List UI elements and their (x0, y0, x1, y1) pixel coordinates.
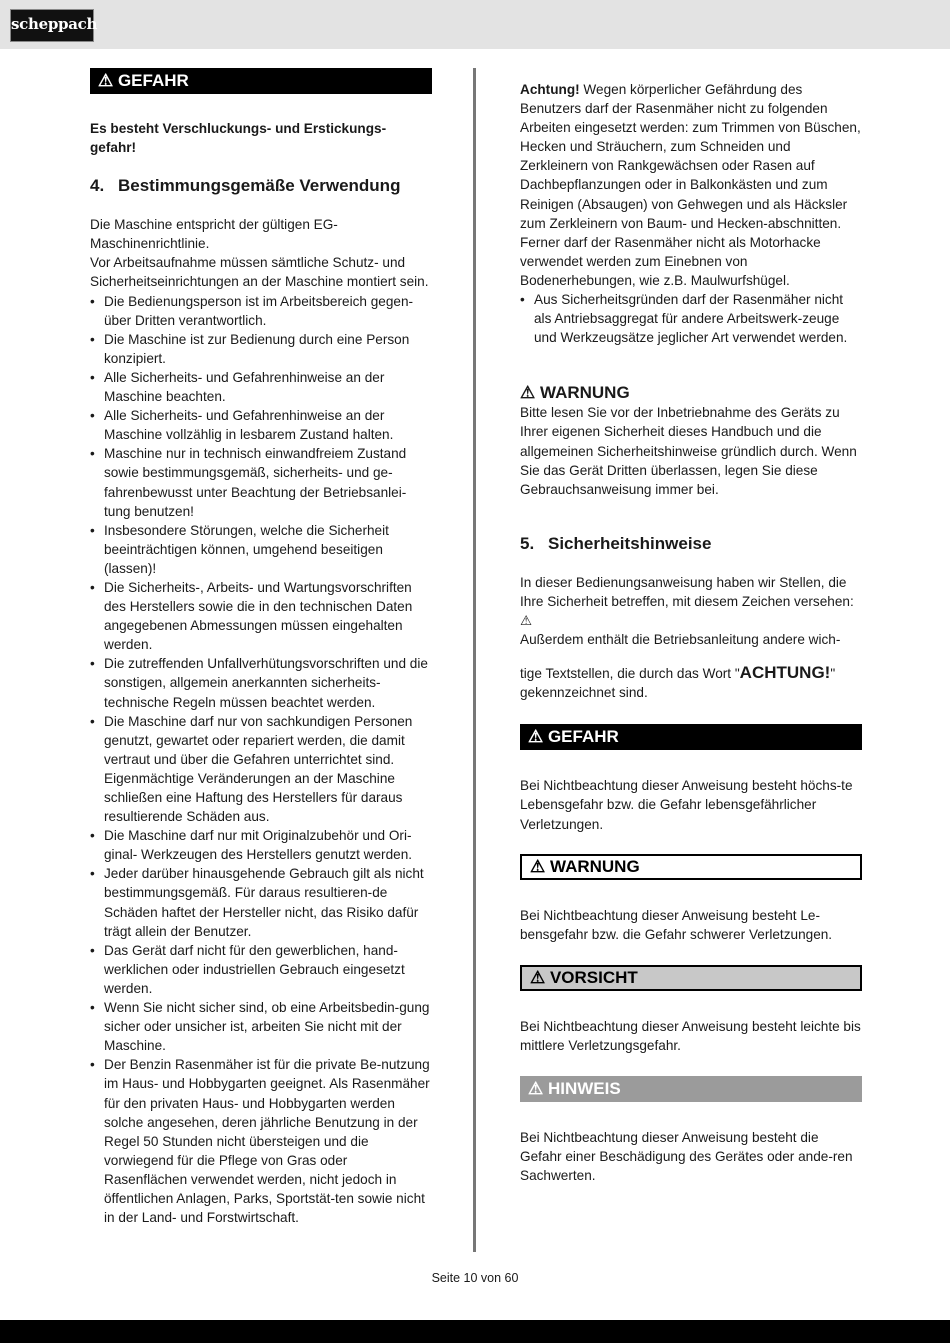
list-item: • Die Sicherheits-, Arbeits- und Wartungsvorschriften des Herstellers sowie die in den technischen Daten angegebenen Abmessungen müssen eingehalten werden. (90, 578, 432, 654)
section-4-number: 4. (90, 176, 105, 196)
list-item: • Alle Sicherheits- und Gefahrenhinweise an der Maschine beachten. (90, 368, 432, 406)
header-bar (0, 0, 950, 49)
gefahr-text: Bei Nichtbeachtung dieser Anweisung besteht höchs-te Lebensgefahr bzw. die Gefahr lebensgefährlicher Verletzungen. (520, 778, 853, 832)
vorsicht-text: Bei Nichtbeachtung dieser Anweisung besteht leichte bis mittlere Verletzungsgefahr. (520, 1018, 861, 1053)
section-5-text-3c: " (830, 666, 836, 682)
hinweis-box: ⚠ HINWEIS (520, 1076, 862, 1102)
list-item: • Aus Sicherheitsgründen darf der Rasenmäher nicht als Antriebsaggregat für andere Arbeitswerk-zeuge und Werkzeugsätze jeglicher Art verwendet werden. (520, 290, 862, 347)
list-item: • Der Benzin Rasenmäher ist für die private Be-nutzung im Haus- und Hobbygarten geeignet. Als Rasenmäher für den privaten Haus- und Hobbygarten werden solche angesehen, deren jährliche Benutzung in der Regel 50 Stunden nicht übersteigen und die vorwiegend für die Pflege von Gras oder Rasenflächen verwendet werden, nicht jedoch in öffentlichen Anlagen, Parks, Sportstät-ten sowie nicht in der Land- und Forstwirtschaft. (90, 1055, 432, 1227)
vorsicht-box: ⚠ VORSICHT (520, 965, 862, 991)
section-5-text-3a: tige Textstellen, die durch das Wort " (520, 666, 740, 682)
intro-paragraph-2: Vor Arbeitsaufnahme müssen sämtliche Schutz- und Sicherheitseinrichtungen an der Maschine montiert sein. (90, 255, 429, 290)
brand-logo: scheppach (10, 9, 94, 42)
section-5-text: In dieser Bedienungsanweisung haben wir Stellen, die Ihre Sicherheit betreffen, mit diesem Zeichen versehen: ⚠ (520, 574, 854, 628)
left-column (90, 68, 432, 1227)
section-5-text-3 (520, 663, 862, 683)
list-item: • Alle Sicherheits- und Gefahrenhinweise an der Maschine vollzählig in lesbarem Zustand halten. (90, 406, 432, 444)
section-5-number: 5. (520, 533, 535, 553)
section-5-heading (520, 533, 862, 555)
usage-list (90, 292, 432, 1228)
list-item: • Die Maschine darf nur von sachkundigen Personen genutzt, gewartet oder repariert werden, die damit vertraut und über die Gefahren unterrichtet sind. Eigenmächtige Veränderungen an der Maschine schließen eine Haftung des Herstellers für daraus resultierende Schäden aus. (90, 712, 432, 827)
section-5-text-2: Außerdem enthält die Betriebsanleitung andere wich- (520, 632, 841, 648)
list-item: • Insbesondere Störungen, welche die Sicherheit beeinträchtigen können, umgehend beseitigen (lassen)! (90, 521, 432, 578)
page-number: Seite 10 von 60 (431, 1271, 519, 1285)
gefahr-box: ⚠ GEFAHR (520, 724, 862, 750)
hinweis-text: Bei Nichtbeachtung dieser Anweisung besteht die Gefahr einer Beschädigung des Gerätes oder ande-ren Sachwerten. (520, 1130, 853, 1184)
section-4-heading (90, 175, 432, 197)
column-divider (473, 68, 476, 1252)
footer-bar (0, 1320, 950, 1343)
list-item: • Die zutreffenden Unfallverhütungsvorschriften und die sonstigen, allgemein anerkannten sicherheits-technische Regeln müssen beachtet werden. (90, 654, 432, 711)
list-item: • Das Gerät darf nicht für den gewerblichen, hand-werklichen oder industriellen Gebrauch eingesetzt werden. (90, 941, 432, 998)
achtung-label: Achtung! (520, 82, 580, 97)
achtung-word: ACHTUNG! (739, 663, 831, 683)
warnung-box-text: Bei Nichtbeachtung dieser Anweisung besteht Le-bensgefahr bzw. die Gefahr schwerer Verletzungen. (520, 907, 833, 942)
section-4-title: Bestimmungsgemäße Verwendung (118, 176, 401, 196)
list-item: • Maschine nur in technisch einwandfreiem Zustand sowie bestimmungsgemäß, sicherheits- und ge-fahrenbewusst unter Beachtung der Betriebsanlei-tung benutzen! (90, 444, 432, 520)
warnung-box: ⚠ WARNUNG (520, 854, 862, 880)
intro-paragraph: Die Maschine entspricht der gültigen EG-Maschinenrichtlinie. (90, 217, 338, 252)
list-item: • Die Maschine darf nur mit Originalzubehör und Ori-ginal- Werkzeugen des Herstellers genutzt werden. (90, 826, 432, 864)
section-5-text-4: gekennzeichnet sind. (520, 685, 648, 701)
list-item: • Die Bedienungsperson ist im Arbeitsbereich gegen-über Dritten verantwortlich. (90, 292, 432, 330)
danger-box: ⚠ GEFAHR (90, 68, 432, 94)
achtung-text: Wegen körperlicher Gefährdung des Benutzers darf der Rasenmäher nicht zu folgenden Arbeiten eingesetzt werden: zum Trimmen von Büschen, Hecken und Sträuchern, zum Schneiden und Zerkleinern von Rankgewächsen oder Rasen auf Dachbepflanzungen oder in Balkonkästen und zum Reinigen (Absaugen) von Gehwegen und als Häcksler zum Zerkleinern von Baum- und Hecken-abschnitten. Ferner darf der Rasenmäher nicht als Motorhacke verwendet werden zum Einebnen von Bodenerhebungen, wie z.B. Maulwurfshügel. (520, 82, 861, 288)
achtung-paragraph (520, 80, 862, 290)
danger-text: Es besteht Verschluckungs- und Erstickungs-gefahr! (90, 121, 387, 156)
section-5-title: Sicherheitshinweise (548, 533, 712, 553)
safety-list (520, 290, 862, 347)
warnung-heading: ⚠ WARNUNG (520, 383, 630, 403)
list-item: • Jeder darüber hinausgehende Gebrauch gilt als nicht bestimmungsgemäß. Für daraus resultieren-de Schäden haftet der Hersteller nicht, das Risiko dafür trägt allein der Benutzer. (90, 864, 432, 940)
warnung-paragraph: Bitte lesen Sie vor der Inbetriebnahme des Geräts zu Ihrer eigenen Sicherheit dieses Handbuch und die allgemeinen Sicherheitshinweise gründlich durch. Wenn Sie das Gerät Dritten überlassen, legen Sie diese Gebrauchsanweisung immer bei. (520, 405, 857, 497)
right-column (520, 80, 862, 1185)
list-item: • Die Maschine ist zur Bedienung durch eine Person konzipiert. (90, 330, 432, 368)
list-item: • Wenn Sie nicht sicher sind, ob eine Arbeitsbedin-gung sicher oder unsicher ist, arbeiten Sie nicht mit der Maschine. (90, 998, 432, 1055)
